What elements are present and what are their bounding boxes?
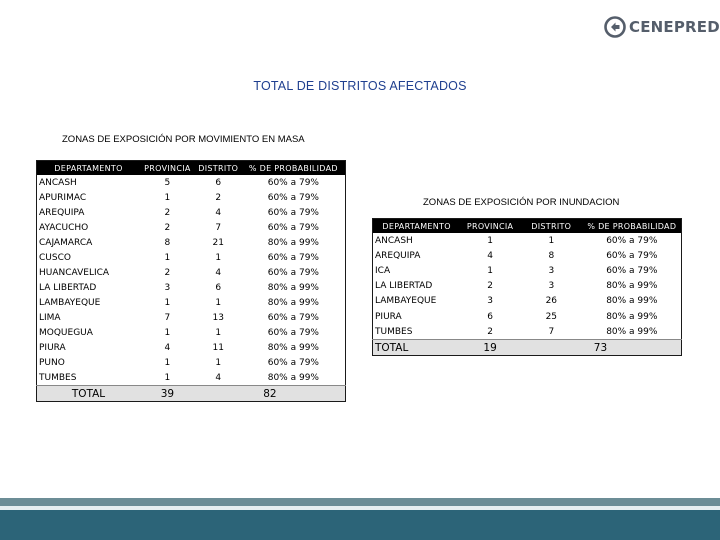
cell-provincia: 3 — [164, 282, 171, 293]
cell-probabilidad: 60% a 79% — [267, 357, 319, 368]
cell-probabilidad: 60% a 79% — [267, 267, 319, 278]
cell-probabilidad: 80% a 99% — [606, 296, 658, 307]
col-header-departamento: DEPARTAMENTO — [373, 219, 461, 234]
cell-departamento: APURIMAC — [39, 192, 87, 203]
cell-departamento: LA LIBERTAD — [375, 281, 433, 292]
table-row — [37, 340, 346, 355]
cell-provincia: 1 — [164, 357, 171, 368]
col-header-provincia: PROVINCIA — [140, 161, 195, 176]
cell-provincia: 1 — [487, 235, 493, 246]
cell-departamento: LAMBAYEQUE — [39, 297, 101, 308]
cell-probabilidad: 60% a 79% — [606, 250, 658, 261]
cell-provincia: 1 — [487, 265, 493, 276]
cell-departamento: HUANCAVELICA — [39, 267, 110, 278]
cell-probabilidad: 80% a 99% — [267, 342, 319, 353]
cell-provincia: 4 — [164, 342, 171, 353]
cell-departamento: LAMBAYEQUE — [375, 296, 437, 307]
cell-distrito: 4 — [215, 267, 222, 278]
col-header-distrito: DISTRITO — [195, 161, 242, 176]
cell-distrito: 6 — [215, 282, 222, 293]
table-row — [37, 235, 346, 250]
cell-probabilidad: 60% a 79% — [267, 207, 319, 218]
cell-probabilidad: 60% a 79% — [606, 265, 658, 276]
cell-probabilidad: 60% a 79% — [606, 235, 658, 246]
cell-probabilidad: 80% a 99% — [267, 282, 319, 293]
table-row — [37, 355, 346, 370]
cell-departamento: TUMBES — [39, 372, 77, 383]
cell-distrito: 21 — [212, 237, 224, 248]
total-row — [373, 340, 682, 356]
cell-distrito: 1 — [215, 357, 222, 368]
footer-bar — [0, 510, 720, 540]
cell-provincia: 6 — [487, 311, 493, 322]
cell-departamento: ICA — [375, 265, 391, 276]
cell-provincia: 2 — [164, 207, 171, 218]
cell-distrito: 4 — [215, 372, 222, 383]
cell-provincia: 2 — [164, 267, 171, 278]
cenepred-emblem-icon — [604, 16, 626, 38]
col-header-provincia: PROVINCIA — [460, 219, 520, 234]
cell-departamento: PIURA — [39, 342, 66, 353]
cell-distrito: 6 — [215, 177, 222, 188]
cell-distrito: 26 — [545, 296, 558, 307]
cell-distrito: 1 — [215, 297, 222, 308]
cell-provincia: 1 — [164, 252, 171, 263]
col-header-probabilidad: % DE PROBABILIDAD — [583, 219, 682, 234]
cell-distrito: 1 — [215, 327, 222, 338]
cell-distrito: 8 — [548, 250, 555, 261]
table-row — [37, 220, 346, 235]
cell-provincia: 2 — [164, 222, 171, 233]
table-row — [37, 325, 346, 340]
cell-departamento: AREQUIPA — [375, 250, 421, 261]
movimiento-en-masa-table — [36, 160, 346, 402]
total-row — [37, 386, 346, 402]
cell-probabilidad: 80% a 99% — [606, 326, 658, 337]
cell-distrito: 2 — [215, 192, 222, 203]
inundacion-table — [372, 218, 682, 356]
total-provincia: 39 — [140, 386, 195, 402]
table-row — [37, 265, 346, 280]
cell-departamento: AYACUCHO — [39, 222, 89, 233]
table-row — [37, 205, 346, 220]
cell-provincia: 2 — [487, 281, 493, 292]
table1-subtitle: ZONAS DE EXPOSICIÓN POR MOVIMIENTO EN MASA — [62, 134, 305, 145]
col-header-distrito: DISTRITO — [520, 219, 583, 234]
cell-departamento: CAJAMARCA — [39, 237, 93, 248]
table-row — [37, 370, 346, 386]
cell-provincia: 7 — [164, 312, 171, 323]
cell-departamento: CUSCO — [39, 252, 71, 263]
cell-distrito: 7 — [215, 222, 222, 233]
table-row — [373, 248, 682, 263]
cell-probabilidad: 80% a 99% — [267, 297, 319, 308]
cell-probabilidad: 60% a 79% — [267, 327, 319, 338]
table-row — [37, 190, 346, 205]
cell-distrito: 11 — [212, 342, 224, 353]
cell-provincia: 8 — [164, 237, 171, 248]
cell-departamento: PUNO — [39, 357, 65, 368]
cell-probabilidad: 80% a 99% — [606, 311, 658, 322]
logo-text: CENEPRED — [629, 18, 720, 36]
cell-departamento: AREQUIPA — [39, 207, 85, 218]
cell-departamento: LA LIBERTAD — [39, 282, 97, 293]
cell-provincia: 1 — [164, 372, 171, 383]
cell-departamento: TUMBES — [375, 326, 413, 337]
footer-band — [0, 498, 720, 506]
cell-departamento: ANCASH — [375, 235, 413, 246]
cell-departamento: PIURA — [375, 311, 402, 322]
total-label: TOTAL — [37, 386, 140, 402]
cell-distrito: 1 — [215, 252, 222, 263]
cell-provincia: 1 — [164, 327, 171, 338]
cell-distrito: 4 — [215, 207, 222, 218]
cell-distrito: 1 — [548, 235, 555, 246]
cell-provincia: 3 — [487, 296, 493, 307]
col-header-probabilidad: % DE PROBABILIDAD — [242, 161, 346, 176]
table-row — [37, 280, 346, 295]
table-row — [37, 310, 346, 325]
cell-probabilidad: 60% a 79% — [267, 252, 319, 263]
table-row — [37, 175, 346, 190]
cell-distrito: 7 — [548, 326, 555, 337]
cell-distrito: 25 — [545, 311, 558, 322]
cell-probabilidad: 60% a 79% — [267, 177, 319, 188]
cell-probabilidad: 60% a 79% — [267, 312, 319, 323]
cell-distrito: 3 — [548, 281, 555, 292]
cell-probabilidad: 60% a 79% — [267, 222, 319, 233]
col-header-departamento: DEPARTAMENTO — [37, 161, 140, 176]
cell-departamento: LIMA — [39, 312, 61, 323]
table-row — [373, 324, 682, 340]
cell-distrito: 3 — [548, 265, 555, 276]
page-title: TOTAL DE DISTRITOS AFECTADOS — [253, 79, 467, 93]
cell-probabilidad: 80% a 99% — [267, 237, 319, 248]
total-label: TOTAL — [373, 340, 461, 356]
total-distrito: 82 — [195, 386, 346, 402]
table-row — [373, 294, 682, 309]
table2-subtitle: ZONAS DE EXPOSICIÓN POR INUNDACION — [423, 197, 620, 208]
table-row — [373, 279, 682, 294]
cell-distrito: 13 — [212, 312, 224, 323]
cell-provincia: 4 — [487, 250, 493, 261]
table-row — [373, 309, 682, 324]
cell-probabilidad: 60% a 79% — [267, 192, 319, 203]
total-provincia: 19 — [460, 340, 520, 356]
table-row — [37, 250, 346, 265]
cell-provincia: 2 — [487, 326, 493, 337]
cell-probabilidad: 80% a 99% — [267, 372, 319, 383]
cell-provincia: 1 — [164, 297, 171, 308]
total-distrito: 73 — [520, 340, 682, 356]
cell-provincia: 5 — [164, 177, 171, 188]
cell-provincia: 1 — [164, 192, 171, 203]
table-row — [373, 233, 682, 248]
cenepred-logo — [604, 14, 720, 40]
table-row — [37, 295, 346, 310]
cell-departamento: MOQUEGUA — [39, 327, 93, 338]
table-row — [373, 263, 682, 278]
cell-probabilidad: 80% a 99% — [606, 281, 658, 292]
cell-departamento: ANCASH — [39, 177, 77, 188]
